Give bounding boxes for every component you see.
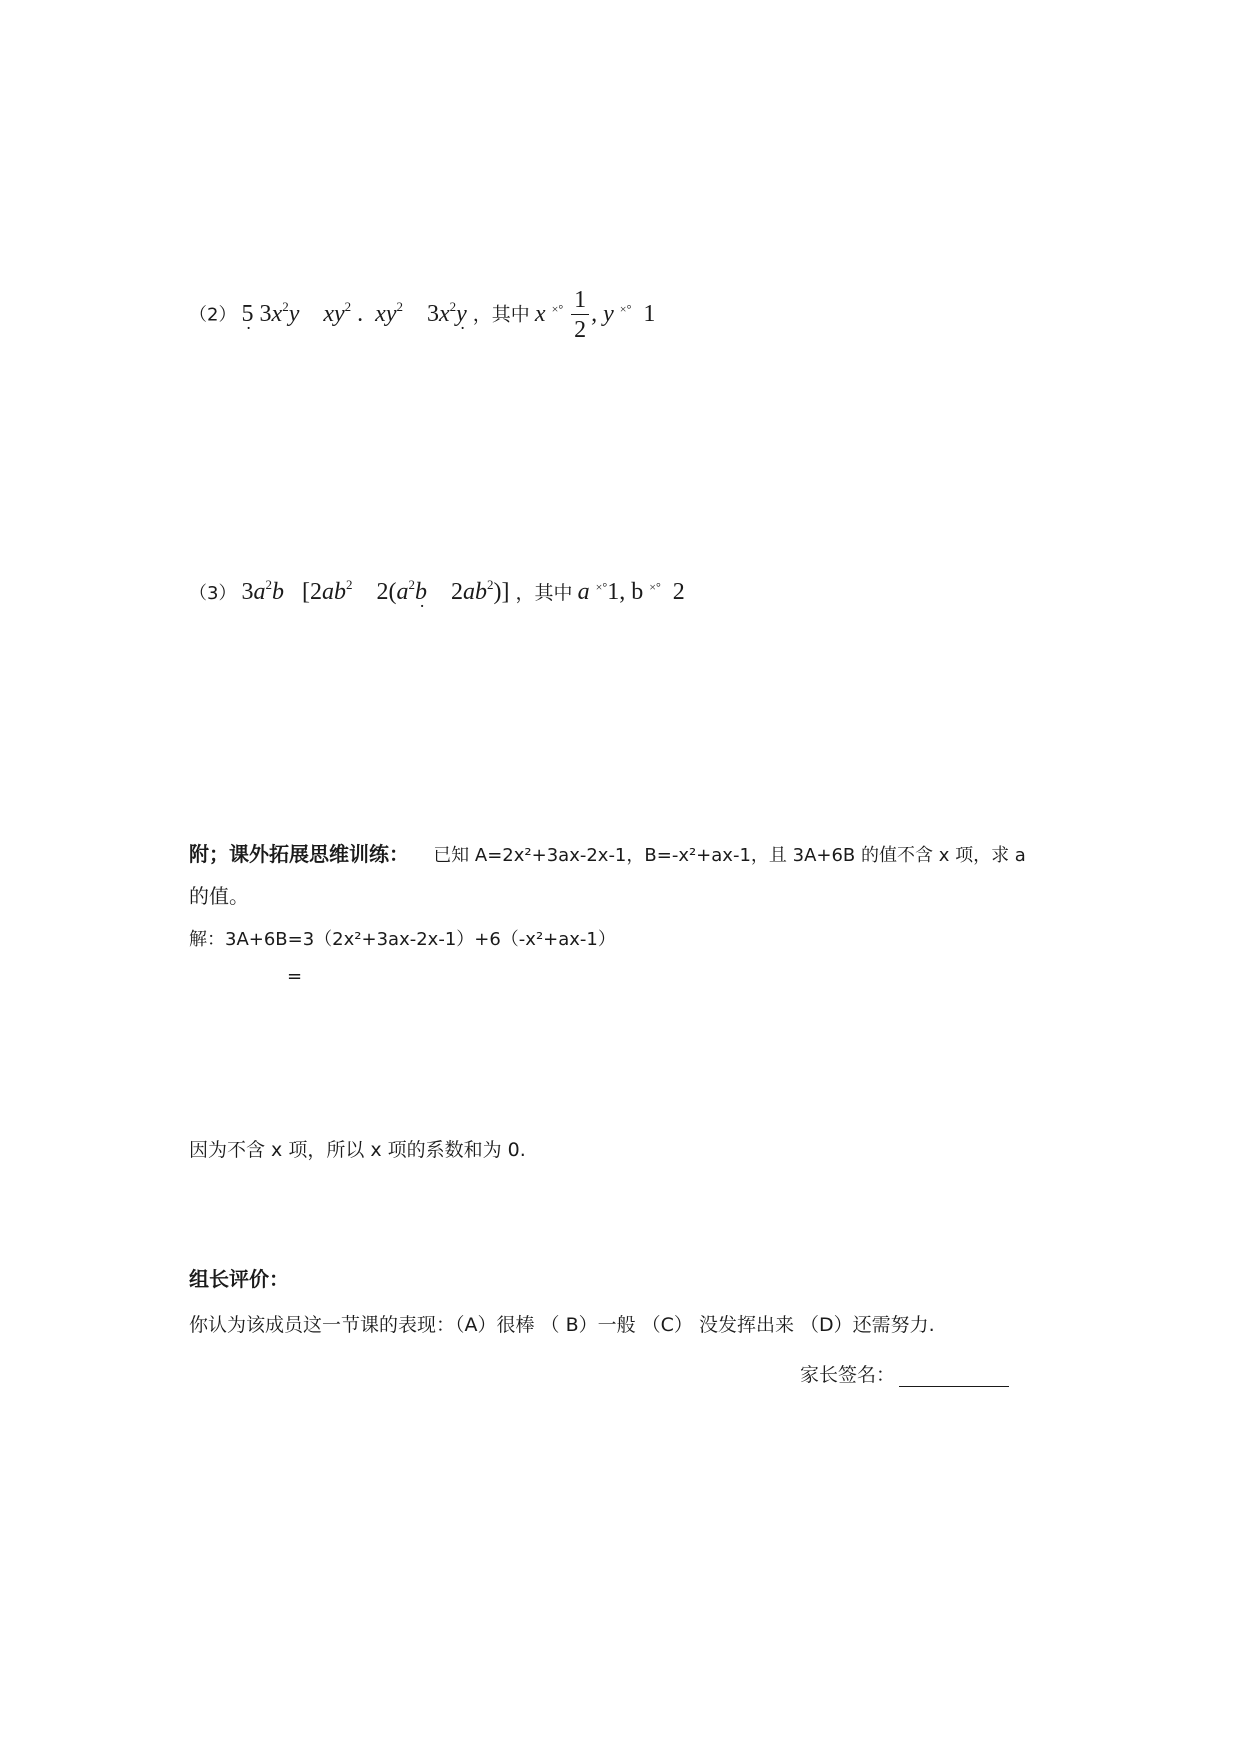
extension-heading: 附；课外拓展思维训练： xyxy=(189,842,409,866)
condition-x: x xyxy=(534,300,546,327)
problem-3-expression: $3a^2b$ [$2ab^2$ $2(a^2b$ . $2ab^2$)] xyxy=(242,579,516,605)
extension-prompt-line-2: 的值。 xyxy=(189,884,249,908)
problem-3-label: （3） xyxy=(189,583,237,604)
problem-3 xyxy=(189,577,685,606)
evaluation-question: 你认为该成员这一节课的表现：（A）很棒 （ B）一般 （C） 没发挥出来 （D）还需努力. xyxy=(189,1314,935,1336)
problem-2-expression: 5 . $3x^2y$ $xy^2$ . $xy^2$ $3x^2y$ . xyxy=(242,301,473,327)
signature-label: 家长签名： xyxy=(800,1364,896,1386)
problem-3-condition: a ×°1, b ×° 2 xyxy=(577,579,685,605)
parent-signature xyxy=(800,1360,1009,1387)
solution-line-2: = xyxy=(287,966,303,987)
problem-2 xyxy=(189,288,655,342)
problem-2-condition-prefix: ，其中 xyxy=(472,303,530,326)
signature-line[interactable] xyxy=(899,1366,1009,1387)
problem-2-label: （2） xyxy=(189,304,237,326)
fraction-one-half: $\frac{1}{2}$ xyxy=(571,288,589,342)
problem-3-condition-prefix: ，其中 xyxy=(515,582,573,604)
conclusion-text: 因为不含 x 项，所以 x 项的系数和为 0. xyxy=(189,1139,526,1161)
problem-2-condition: x ×° $\frac{1}{2}$ , y ×° 1 xyxy=(534,287,656,343)
solution-line-1: 解：3A+6B=3（2x²+3ax-2x-1）+6（-x²+ax-1） xyxy=(189,929,616,950)
evaluation-heading: 组长评价： xyxy=(189,1267,289,1291)
extension-prompt-line-1 xyxy=(189,838,1026,867)
extension-prompt: 已知 A=2x²+3ax-2x-1，B=-x²+ax-1，且 3A+6B 的值不含 x 项，求 a xyxy=(433,845,1026,866)
